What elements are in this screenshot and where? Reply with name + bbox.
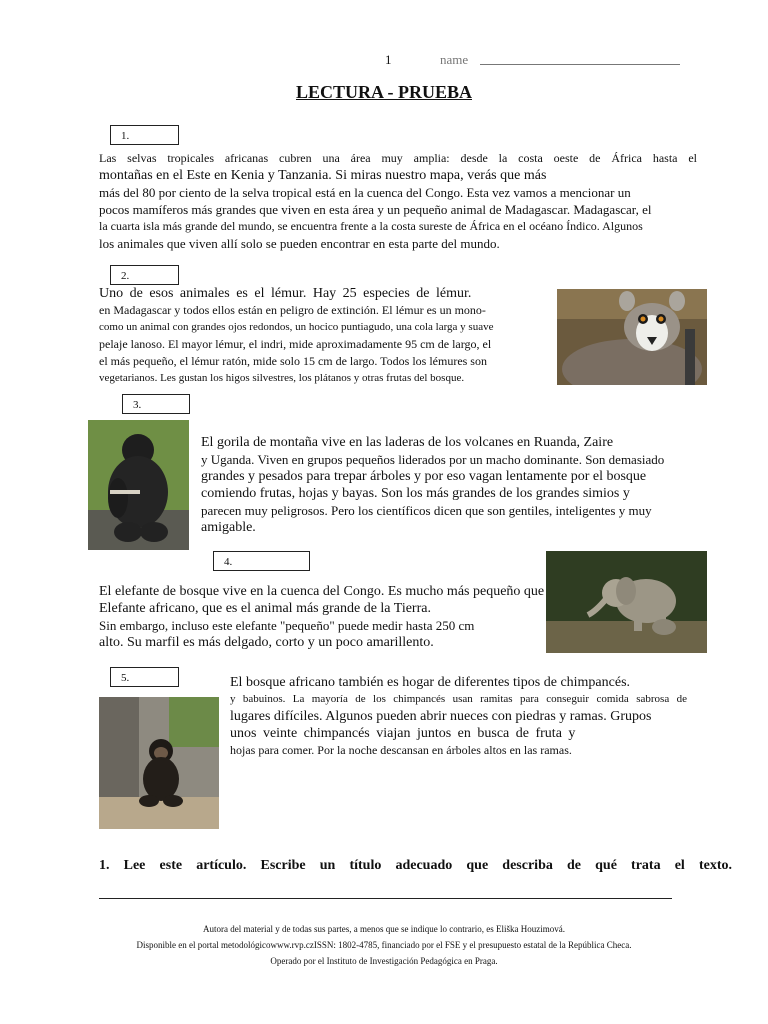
text-line: más del 80 por ciento de la selva tropical está en la cuenca del Congo. Esta vez vamos a mencionar un bbox=[99, 185, 631, 200]
text-line: el más pequeño, el lémur ratón, mide solo 15 cm de largo. Todos los lémures son bbox=[99, 354, 487, 368]
gorilla-photo bbox=[88, 420, 189, 550]
text-line: Elefante africano, que es el animal más grande de la Tierra. bbox=[99, 601, 431, 616]
text-line: comiendo frutas, hojas y bayas. Son los más grandes de los grandes simios y bbox=[201, 486, 630, 501]
text-line: los animales que viven allí solo se pueden encontrar en esta parte del mundo. bbox=[99, 236, 500, 251]
section-2-text bbox=[99, 285, 559, 387]
section-3-text bbox=[201, 434, 707, 536]
text-line: El bosque africano también es hogar de diferentes tipos de chimpancés. bbox=[230, 675, 631, 690]
elephant-photo bbox=[546, 551, 707, 653]
text-line: alto. Su marfil es más delgado, corto y un poco amarillento. bbox=[99, 635, 434, 650]
text-line: como un animal con grandes ojos redondos, un hocico puntiagudo, una cola larga y suave bbox=[99, 321, 494, 333]
section-number-5: 5. bbox=[110, 667, 179, 687]
section-number-1: 1. bbox=[110, 125, 179, 145]
text-line: pelaje lanoso. El mayor lémur, el indri, mide aproximadamente 95 cm de largo, el bbox=[99, 337, 492, 351]
text-line: amigable. bbox=[201, 520, 256, 535]
footer bbox=[0, 921, 768, 969]
footer-operator: Operado por el Instituto de Investigación Pedagógica en Praga. bbox=[270, 956, 498, 966]
section-5-text bbox=[230, 674, 687, 759]
text-line: Uno de esos animales es el lémur. Hay 25 especies de lémur. bbox=[99, 286, 472, 301]
text-line: pocos mamíferos más grandes que viven en esta área y un pequeño animal de Madagascar. Madagascar, el bbox=[99, 202, 652, 217]
text-line: grandes y pesados para trepar árboles y por eso vagan lentamente por el bosque bbox=[201, 469, 647, 484]
text-line: y Uganda. Viven en grupos pequeños liderados por un macho dominante. Son demasiado bbox=[201, 452, 665, 467]
footer-portal: Disponible en el portal metodológicowww.rvp.czISSN: 1802-4785, financiado por el FSE y el presupuesto estatal de la República Checa. bbox=[136, 940, 632, 950]
text-line: en Madagascar y todos ellos están en peligro de extinción. El lémur es un mono- bbox=[99, 303, 486, 317]
text-line: El gorila de montaña vive en las laderas de los volcanes en Ruanda, Zaire bbox=[201, 435, 614, 450]
text-line: lugares difíciles. Algunos pueden abrir nueces con piedras y ramas. Grupos bbox=[230, 709, 652, 724]
chimpanzee-photo bbox=[99, 697, 219, 829]
text-line: hojas para comer. Por la noche descansan en árboles altos en las ramas. bbox=[230, 743, 572, 757]
question-1: 1. Lee este artículo. Escribe un título adecuado que describa de qué trata el texto. bbox=[99, 858, 732, 873]
text-line: El elefante de bosque vive en la cuenca del Congo. Es mucho más pequeño que bbox=[99, 584, 545, 599]
answer-line[interactable] bbox=[99, 898, 672, 899]
text-line: parecen muy peligrosos. Pero los científicos dicen que son gentiles, inteligentes y muy bbox=[201, 503, 652, 518]
text-line: y babuinos. La mayoría de los chimpancés usan ramitas para conseguir comida sabrosa de bbox=[230, 693, 687, 705]
text-line: la cuarta isla más grande del mundo, se encuentra frente a la costa sureste de África en el océano Índico. Algunos bbox=[99, 219, 643, 233]
text-line: Sin embargo, incluso este elefante "pequeño" puede medir hasta 250 cm bbox=[99, 618, 475, 633]
text-line: unos veinte chimpancés viajan juntos en busca de fruta y bbox=[230, 726, 576, 741]
section-1-text bbox=[99, 150, 697, 252]
footer-author: Autora del material y de todas sus partes, a menos que se indique lo contrario, es Eliška Houzimová. bbox=[203, 924, 565, 934]
page-title: LECTURA - PRUEBA bbox=[295, 82, 473, 102]
section-number-4: 4. bbox=[213, 551, 310, 571]
name-line[interactable] bbox=[480, 64, 680, 65]
name-label: name bbox=[440, 52, 469, 67]
section-4-text bbox=[99, 583, 549, 651]
page-number: 1 bbox=[385, 52, 392, 67]
text-line: vegetarianos. Les gustan los higos silvestres, los plátanos y otras frutas del bosque. bbox=[99, 372, 465, 384]
lemur-photo bbox=[557, 289, 707, 385]
text-line: montañas en el Este en Kenia y Tanzania. Si miras nuestro mapa, verás que más bbox=[99, 168, 547, 183]
section-number-2: 2. bbox=[110, 265, 179, 285]
text-line: Las selvas tropicales africanas cubren una área muy amplia: desde la costa oeste de África hasta el bbox=[99, 151, 697, 165]
section-number-3: 3. bbox=[122, 394, 190, 414]
